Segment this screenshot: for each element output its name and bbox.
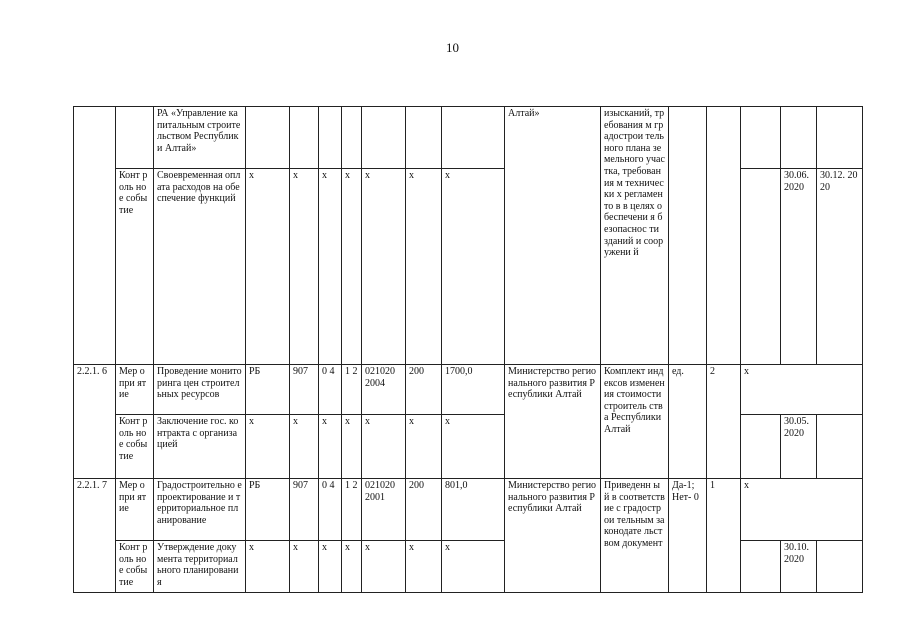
page-number: 10	[446, 40, 459, 55]
x-mark: х	[319, 169, 342, 365]
table-row	[74, 415, 863, 479]
mark-cell: х	[741, 365, 863, 415]
date-end-cell: 30.10. 2020	[781, 541, 817, 593]
table-row	[74, 365, 863, 415]
type-cell: Конт роль ное собы тие	[116, 169, 154, 365]
date-end-cell: 30.12. 2020	[817, 169, 863, 365]
num-cell: 2.2.1. 6	[74, 365, 116, 479]
x-mark: х	[442, 415, 505, 479]
x-mark: х	[246, 415, 290, 479]
budget-cell: РБ	[246, 365, 290, 415]
unit-cell: Да-1; Нет- 0	[669, 479, 707, 593]
budget-cell: РБ	[246, 479, 290, 541]
type-cell: Мер опри ятие	[116, 479, 154, 541]
table-row	[74, 541, 863, 593]
indicator-cell: Комплект индексов изменения стоимости строитель ства Республики Алтай	[601, 365, 669, 479]
pr-cell: 1 2	[342, 365, 362, 415]
x-mark: х	[246, 169, 290, 365]
unit-cell: ед.	[669, 365, 707, 479]
program-table	[73, 106, 863, 593]
type-cell: Мер опри ятие	[116, 365, 154, 415]
x-mark: х	[442, 541, 505, 593]
table-row	[74, 479, 863, 541]
num-cell	[74, 107, 116, 365]
indicator-cell: изысканий, требования м градострои тельного плана земельного участка, требования м технически х регламенто в в целях обеспечени я безопаснос ти зданий и сооружени й	[601, 107, 669, 365]
num-cell: 2.2.1. 7	[74, 479, 116, 593]
pr-cell: 1 2	[342, 479, 362, 541]
x-mark: х	[362, 169, 406, 365]
grbs-cell: 907	[290, 365, 319, 415]
vr-cell: 200	[406, 365, 442, 415]
x-mark: х	[342, 415, 362, 479]
type-cell	[116, 107, 154, 169]
event-name-cell: Своевременная оплата расходов на обеспечение функций	[154, 169, 246, 365]
value-cell: 2	[707, 365, 741, 479]
date-start-cell: 30.06. 2020	[781, 169, 817, 365]
rz-cell: 0 4	[319, 365, 342, 415]
x-mark: х	[406, 541, 442, 593]
indicator-cell: Приведенн ый в соответств ие с градострои тельным законодате льством документ	[601, 479, 669, 593]
event-name-cell: Утверждение документа территориального планирования	[154, 541, 246, 593]
x-mark: х	[406, 169, 442, 365]
executor-cell: Алтай»	[505, 107, 601, 365]
rz-cell: 0 4	[319, 479, 342, 541]
x-mark: х	[342, 169, 362, 365]
measure-name-cell: Проведение мониторинга цен строительных ресурсов	[154, 365, 246, 415]
entity-cell: РА «Управление капитальным строительством Республики Алтай»	[154, 107, 246, 169]
x-mark: х	[319, 415, 342, 479]
table-row	[74, 169, 863, 365]
x-mark: х	[406, 415, 442, 479]
x-mark: х	[290, 541, 319, 593]
grbs-cell: 907	[290, 479, 319, 541]
x-mark: х	[290, 415, 319, 479]
csr-cell: 021020 2001	[362, 479, 406, 541]
value-cell: 1	[707, 479, 741, 593]
event-name-cell: Заключение гос. контракта с организацией	[154, 415, 246, 479]
type-cell: Конт роль ное собы тие	[116, 415, 154, 479]
amount-cell: 801,0	[442, 479, 505, 541]
measure-name-cell: Градостроительно е проектирование и территориальное планирование	[154, 479, 246, 541]
mark-cell: х	[741, 479, 863, 541]
type-cell: Конт роль ное собы тие	[116, 541, 154, 593]
x-mark: х	[342, 541, 362, 593]
csr-cell: 021020 2004	[362, 365, 406, 415]
executor-cell: Министерство регионального развития Республики Алтай	[505, 365, 601, 479]
table-row	[74, 107, 863, 169]
date-end-cell: 30.05. 2020	[781, 415, 817, 479]
x-mark: х	[362, 415, 406, 479]
amount-cell: 1700,0	[442, 365, 505, 415]
x-mark: х	[246, 541, 290, 593]
x-mark: х	[319, 541, 342, 593]
vr-cell: 200	[406, 479, 442, 541]
executor-cell: Министерство регионального развития Республики Алтай	[505, 479, 601, 593]
x-mark: х	[362, 541, 406, 593]
x-mark: х	[442, 169, 505, 365]
x-mark: х	[290, 169, 319, 365]
